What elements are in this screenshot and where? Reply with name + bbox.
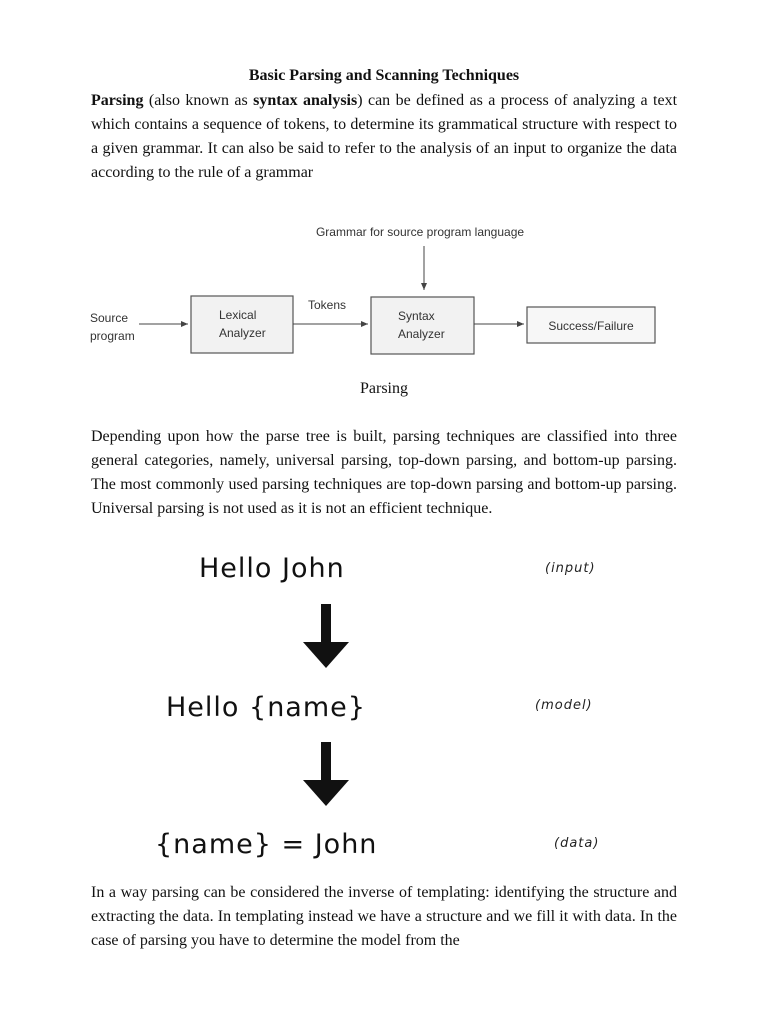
source-label-line1: Source <box>90 311 129 325</box>
data-tag: (data) <box>554 836 600 851</box>
term-parsing: Parsing <box>91 92 144 109</box>
intro-text-2: ) can be defined as a process of analyzing a text which contains a sequence of tokens, to determine its grammatical structure with respect to a given grammar. It can also be said to refer to the analysis of an input to organize the data according to the rule of a grammar <box>91 92 678 181</box>
syntax-label-line2: Analyzer <box>398 327 445 341</box>
grammar-label: Grammar for source program language <box>315 225 525 239</box>
model-line: Hello {name} <box>166 692 366 723</box>
down-arrow-icon <box>303 604 349 668</box>
diagram-caption: Parsing <box>360 380 408 397</box>
down-arrow-icon <box>303 742 349 806</box>
syntax-label-line1: Syntax <box>398 309 435 323</box>
result-label: Success/Failure <box>548 319 634 333</box>
input-line: Hello John <box>199 553 345 584</box>
intro-text-1: (also known as <box>143 92 254 109</box>
parsing-diagram <box>90 225 655 354</box>
lexical-label-line1: Lexical <box>219 308 257 322</box>
tokens-label: Tokens <box>308 298 347 312</box>
data-line: {name} = John <box>155 829 378 860</box>
categories-paragraph: Depending upon how the parse tree is built, parsing techniques are classified into three general categories, namely, universal parsing, top-down parsing, and bottom-up parsing. The most commonly used parsing techniques are top-down parsing and bottom-up parsing. Universal parsing is not used as it is not an efficient technique. <box>91 428 677 517</box>
lexical-label-line2: Analyzer <box>219 326 266 340</box>
input-tag: (input) <box>545 561 596 576</box>
lexical-analyzer-box <box>191 296 293 353</box>
syntax-analyzer-box <box>371 297 474 354</box>
term-syntax-analysis: syntax analysis <box>253 92 358 109</box>
templating-paragraph: In a way parsing can be considered the inverse of templating: identifying the structure and extracting the data. In templating instead we have a structure and we fill it with data. In the case of parsing you have to determine the model from the <box>91 884 677 949</box>
template-figure <box>155 553 599 860</box>
model-tag: (model) <box>535 698 593 713</box>
source-label-line2: program <box>90 329 135 343</box>
document-title: Basic Parsing and Scanning Techniques <box>248 67 520 84</box>
